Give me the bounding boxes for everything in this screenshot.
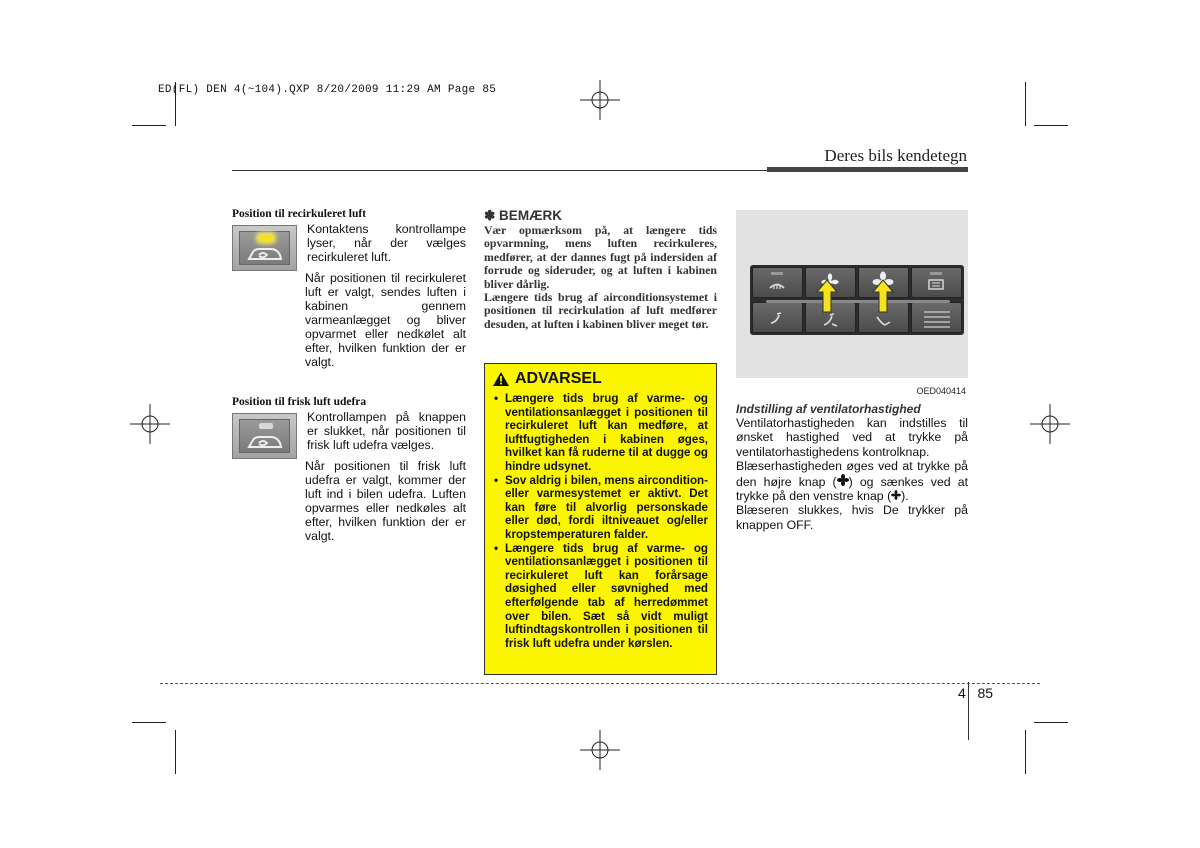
crop-mark: [1025, 82, 1026, 126]
header-rule-bar: [767, 167, 968, 172]
photo-caption: Indstilling af ventilatorhastighed: [736, 402, 921, 416]
registration-mark-icon: [580, 80, 620, 120]
page-number-divider: [968, 682, 969, 740]
note-paragraph-2: Længere tids brug af airconditionsystemet i positionen til recirkulation af luft medfører desuden, at luften i kabinen bliver meget tør.: [484, 290, 717, 331]
grille-icon: [912, 303, 961, 332]
fan-paragraph-3: Blæseren slukkes, hvis De trykker på knappen OFF.: [736, 503, 968, 532]
air-intake-section: [232, 208, 466, 543]
note-heading: ✽ BEMÆRK: [484, 208, 563, 223]
indicator-lamp-on-icon: [259, 235, 273, 241]
recirculation-button-image: [232, 225, 297, 271]
recirculation-car-icon: [247, 246, 283, 262]
page-number: [958, 685, 993, 701]
fan-paragraph-2: Blæserhastigheden øges ved at trykke på den højre knap ( ) og sænkes ved at trykke på den venstre knap ( ).: [736, 459, 969, 504]
warning-triangle-icon: [493, 372, 509, 386]
fresh-air-button-image: [232, 413, 297, 459]
fan-paragraph-1: Ventilatorhastigheden kan indstilles til ønsket hastighed ved at trykke på ventilatorhastighedens kontrolknap.: [736, 416, 968, 459]
note-paragraph-1: Vær opmærksom på, at længere tids opvarmning, mens luften recirkuleres, medfører, at der dannes fugt på indersiden af forrude og sideruder, og at luften i kabinen bliver dårlig.: [484, 223, 717, 291]
note-section: [484, 208, 717, 331]
front-defrost-button: [752, 267, 803, 298]
warning-item: • Sov aldrig i bilen, mens aircondition- eller varmesystemet er aktivt. Det kan føre til alvorlig personskade eller død, fordi iltniveauet og/eller kropstemperaturen falder.: [493, 474, 708, 542]
rear-defrost-button: [911, 267, 962, 298]
mode-face-button: [752, 302, 803, 333]
crop-mark: [175, 730, 176, 774]
registration-mark-icon: [1030, 404, 1070, 444]
warning-heading: ADVARSEL: [515, 370, 602, 387]
face-vent-icon: [753, 303, 802, 332]
indicator-lamp-off-icon: [259, 423, 273, 429]
warning-item: • Længere tids brug af varme- og ventilationsanlægget i positionen til recirkuleret luft kan medføre, at luftfugtigheden i kabinen øges, hvilket kan få ruderne til at dugge og hindre udsynet.: [493, 392, 708, 474]
fresh-air-heading: Position til frisk luft udefra: [232, 396, 367, 408]
climate-control-panel: [750, 265, 964, 335]
page-index: 85: [977, 685, 994, 701]
fresh-air-desc-1: Kontrollampen på knappen er slukket, når positionen til frisk luft udefra vælges.: [307, 410, 466, 452]
page-header-title: Deres bils kendetegn: [824, 146, 967, 165]
photo-code: OED040414: [916, 386, 966, 396]
chapter-number: 4: [958, 685, 966, 701]
arrow-up-icon: [816, 279, 838, 313]
crop-mark: [1034, 722, 1068, 723]
warning-list: [493, 392, 708, 650]
fan-large-icon: [837, 474, 849, 486]
warning-box: [484, 363, 717, 675]
footer-rule: [160, 683, 1040, 684]
registration-mark-icon: [130, 404, 170, 444]
fresh-air-car-icon: [247, 434, 283, 450]
crop-mark: [1034, 125, 1068, 126]
registration-mark-icon: [580, 730, 620, 770]
recirculated-desc-1: Kontaktens kontrollampe lyser, når der vælges recirkuleret luft.: [307, 222, 466, 264]
recirculated-heading: Position til recirkuleret luft: [232, 208, 367, 220]
warning-item: • Længere tids brug af varme- og ventilationsanlægget i positionen til recirkuleret luft kan forårsage døsighed eller søvnighed med efterfølgende tab af herredømmet over bilen. Sæt så vidt muligt luftindtagskontrollen i positionen til frisk luft udefra under kørslen.: [493, 542, 708, 651]
crop-mark: [1025, 730, 1026, 774]
recirculated-desc-2: Når positionen til recirkuleret luft er valgt, sendes luften i kabinen gennem varmeanlægget og bliver opvarmet eller nedkølet alt efter, hvilken funktion der er valgt.: [305, 271, 466, 369]
panel-slot: [766, 300, 950, 303]
fan-small-icon: [891, 490, 901, 500]
crop-mark: [132, 722, 166, 723]
defrost-icon: [753, 268, 802, 297]
climate-control-photo: [736, 210, 968, 396]
crop-mark: [132, 125, 166, 126]
mode-grille-button: [911, 302, 962, 333]
print-slug: ED(FL) DEN 4(~104).QXP 8/20/2009 11:29 AM Page 85: [158, 84, 497, 96]
rear-defrost-icon: [912, 268, 961, 297]
header-rule: [232, 170, 767, 171]
fresh-air-desc-2: Når positionen til frisk luft udefra er valgt, kommer der luft ind i bilen udefra. Luften opvarmes eller nedkøles alt efter, hvilken funktion der er valgt.: [305, 459, 466, 543]
fan-speed-section: [736, 210, 968, 532]
arrow-up-icon: [872, 279, 894, 313]
